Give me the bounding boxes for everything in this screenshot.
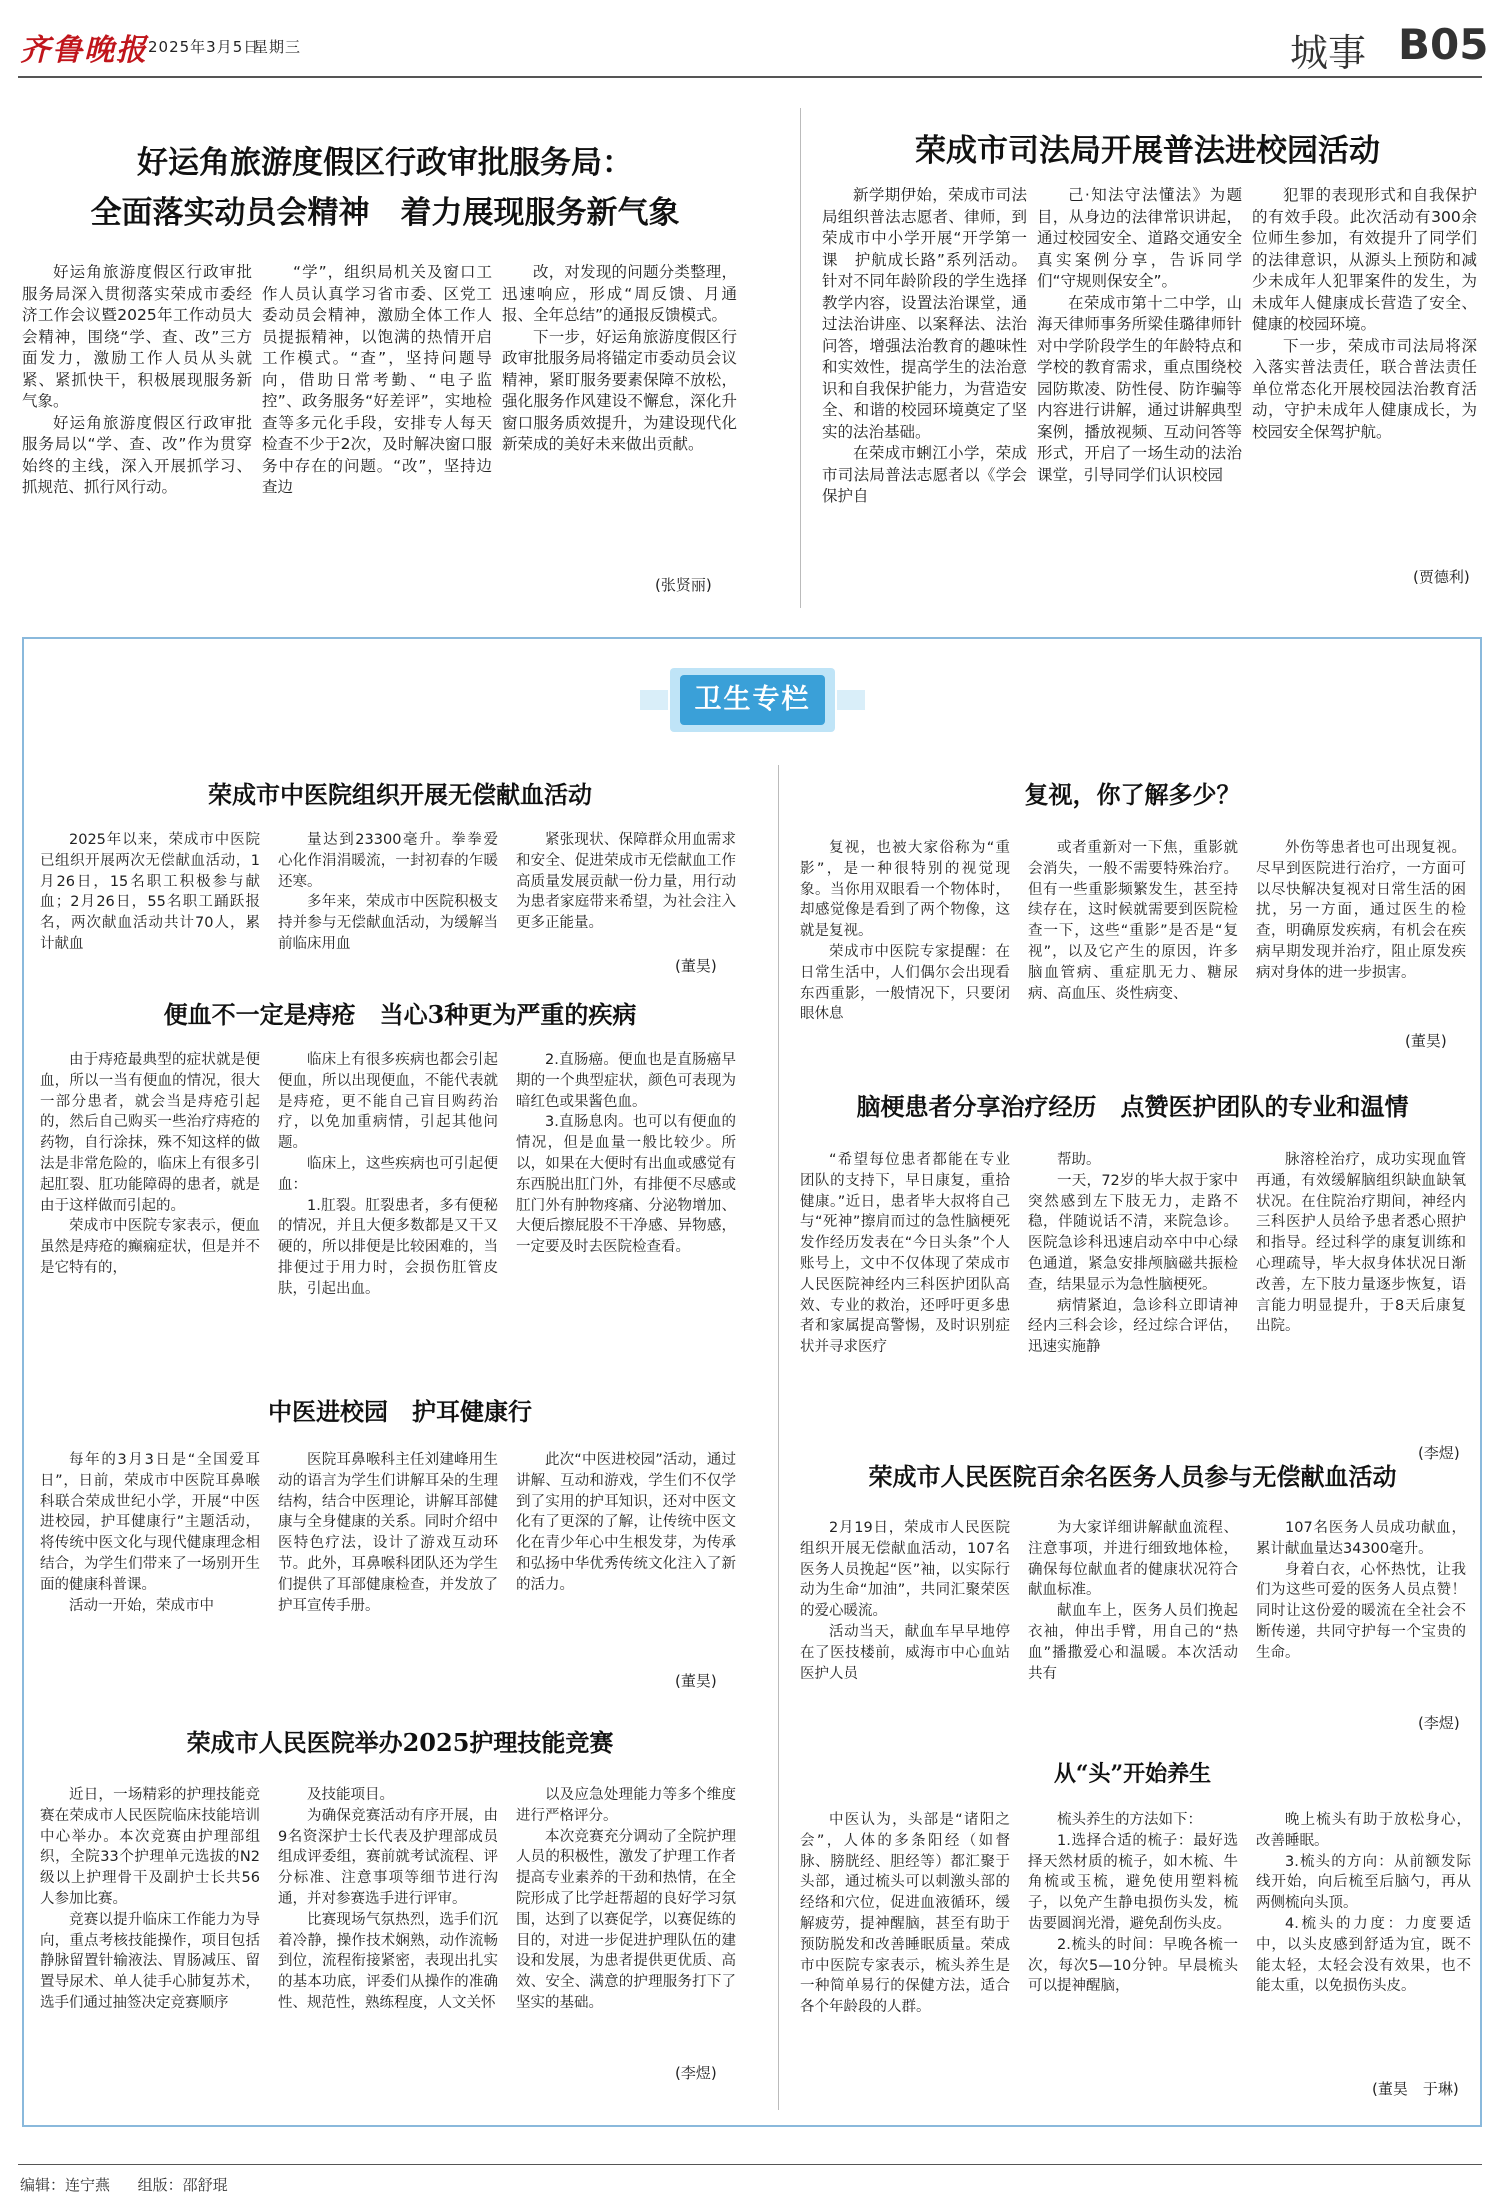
page-number: B05	[1398, 20, 1489, 69]
h1-col-3: 紧张现状、保障群众用血需求和安全、促进荣成市无偿献血工作高质量发展贡献一份力量，用行动为患者家庭带来希望，为社会注入更多正能量。	[516, 832, 736, 932]
a2-byline: (贾德利)	[1413, 568, 1470, 586]
masthead-rule	[18, 76, 1482, 78]
h3-byline: (董昊)	[675, 1672, 717, 1690]
h2-col-3: 2.直肠癌。便血也是直肠癌早期的一个典型症状，颜色可表现为暗红色或果酱色血。 3.直肠息肉。也可以有便血的情况，但是血量一般比较少。所以，如果在大便时有出血或感觉有东西脱出肛门外，有排便不尽感或肛门外有肿物疼痛、分泌物增加、大便后擦屁股不干净感、异物感，一定要及时去医院检查看。	[516, 1052, 736, 1256]
h6-col-2: 帮助。 一天，72岁的毕大叔于家中突然感到左下肢无力，走路不稳，伴随说话不清，来院急诊。医院急诊科迅速启动卒中中心绿色通道，紧急安排颅脑磁共振检查，结果显示为急性脑梗死。 病情紧迫，急诊科立即请神经内三科会诊，经过综合评估，迅速实施静	[1028, 1152, 1238, 1356]
h6-headline: 脑梗患者分享治疗经历 点赞医护团队的专业和温情	[856, 1092, 1409, 1121]
divider-a1-a2	[800, 108, 801, 608]
h4-col-3: 以及应急处理能力等多个维度进行严格评分。 本次竞赛充分调动了全院护理人员的积极性，激发了护理工作者提高专业素养的干劲和热情，在全院形成了比学赶帮超的良好学习氛围，达到了以赛促学，以赛促练的目的，对进一步促进护理队伍的建设和发展，为患者提供更优质、高效、安全、满意的护理服务打下了坚实的基础。	[516, 1787, 736, 2011]
h5-col-2: 或者重新对一下焦，重影就会消失，一般不需要特殊治疗。但有一些重影频繁发生，甚至持续存在，这时候就需要到医院检查一下，这些“重影”是否是“复视”，以及它产生的原因，许多脑血管病、重症肌无力、糖尿病、高血压、炎性病变、	[1028, 840, 1238, 1002]
h6-col-3: 脉溶栓治疗，成功实现血管再通，有效缓解脑组织缺血缺氧状况。在住院治疗期间，神经内三科医护人员给予患者悉心照护和指导。经过科学的康复训练和心理疏导，毕大叔身体状况日渐改善，左下肢力量逐步恢复，语言能力明显提升，于8天后康复出院。	[1256, 1152, 1466, 1335]
a1-col-2: “学”，组织局机关及窗口工作人员认真学习省市委、区党工委动员会精神，激励全体工作人员提振精神，以饱满的热情开启工作模式。“查”，坚持问题导向，借助日常考勤、“电子监控”、政务服务“好差评”，实地检查等多元化手段，安排专人每天检查不少于2次，及时解决窗口服务中存在的问题。“改”，坚持边查边	[262, 263, 492, 496]
health-column-ribbon	[670, 668, 835, 732]
a1-headline-1: 好运角旅游度假区行政审批服务局：	[137, 145, 633, 181]
h8-col-1: 中医认为，头部是“诸阳之会”，人体的多条阳经（如督脉、膀胱经、胆经等）都汇聚于头部，通过梳头可以刺激头部的经络和穴位，促进血液循环，缓解疲劳，提神醒脑，甚至有助于预防脱发和改善睡眠质量。荣成市中医院专家表示，梳头养生是一种简单易行的保健方法，适合各个年龄段的人群。	[800, 1812, 1010, 2016]
h1-col-1: 2025年以来，荣成市中医院已组织开展两次无偿献血活动，1月26日，15名职工积极参与献血；2月26日，55名职工踊跃报名，两次献血活动共计70人，累计献血	[40, 832, 260, 952]
a1-byline: (张贤丽)	[655, 576, 712, 594]
h2-headline: 便血不一定是痔疮 当心3种更为严重的疾病	[163, 1000, 637, 1029]
h7-byline: (李煜)	[1418, 1714, 1460, 1732]
h7-col-2: 为大家详细讲解献血流程、注意事项，并进行细致地体检，确保每位献血者的健康状况符合献血标准。 献血车上，医务人员们挽起衣袖，伸出手臂，用自己的“热血”播撒爱心和温暖。本次活动共有	[1028, 1520, 1238, 1682]
a2-col-3: 犯罪的表现形式和自我保护的有效手段。此次活动有300余位师生参加，有效提升了同学们的法律意识，从源头上预防和减少未成年人犯罪案件的发生，为未成年人健康成长营造了安全、健康的校园环境。 下一步，荣成市司法局将深入落实普法责任，联合普法责任单位常态化开展校园法治教育活动，守护未成年人健康成长，为校园安全保驾护航。	[1252, 186, 1477, 441]
section-name: 城事	[1290, 31, 1367, 75]
h7-col-1: 2月19日，荣成市人民医院组织开展无偿献血活动，107名医务人员挽起“医”袖，以实际行动为生命“加油”，共同汇聚荣医的爱心暖流。 活动当天，献血车早早地停在了医技楼前，威海市中心血站医护人员	[800, 1520, 1010, 1682]
h8-col-3: 晚上梳头有助于放松身心，改善睡眠。 3.梳头的方向：从前额发际线开始，向后梳至后脑勺，再从两侧梳向头顶。 4.梳头的力度：力度要适中，以头皮感到舒适为宜，既不能太轻，太轻会没有效果，也不能太重，以免损伤头皮。	[1256, 1812, 1471, 1995]
h5-headline: 复视，你了解多少？	[1024, 780, 1241, 809]
h6-byline: (李煜)	[1418, 1444, 1460, 1462]
h8-col-2: 梳头养生的方法如下： 1.选择合适的梳子：最好选择天然材质的梳子，如木梳、牛角梳或玉梳，避免使用塑料梳子，以免产生静电损伤头发，梳齿要圆润光滑，避免刮伤头皮。 2.梳头的时间：早晚各梳一次，每次5—10分钟。早晨梳头可以提神醒脑，	[1028, 1812, 1238, 1995]
h1-byline: (董昊)	[675, 957, 717, 975]
h8-headline: 从“头”开始养生	[1053, 1761, 1212, 1787]
h6-col-1: “希望每位患者都能在专业团队的支持下，早日康复，重拾健康。”近日，患者毕大叔将自己与“死神”擦肩而过的急性脑梗死发作经历发表在“今日头条”个人账号上，文中不仅体现了荣成市人民医院神经内三科医护团队高效、专业的救治，还呼吁更多患者和家属提高警惕，及时识别症状并寻求医疗	[800, 1152, 1010, 1356]
h3-headline: 中医进校园 护耳健康行	[268, 1397, 532, 1426]
h5-col-1: 复视，也被大家俗称为“重影”，是一种很特别的视觉现象。当你用双眼看一个物体时，却感觉像是看到了两个物像，这就是复视。 荣成市中医院专家提醒：在日常生活中，人们偶尔会出现看东西重影，一般情况下，只要闭眼休息	[800, 840, 1010, 1023]
issue-date: 2025年3月5日	[148, 38, 260, 56]
h4-byline: (李煜)	[675, 2064, 717, 2082]
h3-col-1: 每年的3月3日是“全国爱耳日”，日前，荣成市中医院耳鼻喉科联合荣成世纪小学，开展“中医进校园，护耳健康行”主题活动，将传统中医文化与现代健康理念相结合，为学生们带来了一场别开生面的健康科普课。 活动一开始，荣成市中	[40, 1452, 260, 1614]
h2-col-2: 临床上有很多疾病也都会引起便血，所以出现便血，不能代表就是痔疮，更不能自己盲目购药治疗，以免加重病情，引起其他问题。 临床上，这些疾病也可引起便血： 1.肛裂。肛裂患者，多有便秘的情况，并且大便多数都是又干又硬的，所以排便是比较困难的，当排便过于用力时，会损伤肛管皮肤，引起出血。	[278, 1052, 498, 1297]
h4-col-1: 近日，一场精彩的护理技能竞赛在荣成市人民医院临床技能培训中心举办。本次竞赛由护理部组织，全院33个护理单元选拔的N2级以上护理骨干及副护士长共56人参加比赛。 竞赛以提升临床工作能力为导向，重点考核技能操作，项目包括静脉留置针输液法、胃肠减压、留置导尿术、单人徒手心肺复苏术，选手们通过抽签决定竞赛顺序	[40, 1787, 260, 2011]
h4-col-2: 及技能项目。 为确保竞赛活动有序开展，由9名资深护士长代表及护理部成员组成评委组，赛前就考试流程、评分标准、注意事项等细节进行沟通，并对参赛选手进行评审。 比赛现场气氛热烈，选手们沉着冷静，操作技术娴熟，动作流畅到位，流程衔接紧密，表现出扎实的基本功底，评委们从操作的准确性、规范性，熟练程度，人文关怀	[278, 1787, 498, 2011]
h8-byline: (董昊 于琳)	[1372, 2080, 1459, 2098]
h4-headline: 荣成市人民医院举办2025护理技能竞赛	[186, 1728, 614, 1757]
a1-col-3: 改，对发现的问题分类整理，迅速响应，形成“周反馈、月通报、全年总结”的通报反馈模式。 下一步，好运角旅游度假区行政审批服务局将锚定市委动员会议精神，紧盯服务要素保障不放松，强化服务作风建设不懈怠，深化升窗口服务质效提升，为建设现代化新荣成的美好未来做出贡献。	[502, 263, 737, 453]
footer-credits	[20, 2174, 228, 2195]
footer-designer: 组版：邵舒琨	[137, 2176, 228, 2194]
health-column-label: 卫生专栏	[680, 675, 825, 725]
footer-rule	[18, 2164, 1482, 2165]
health-center-divider	[778, 765, 779, 2110]
issue-weekday: 星期三	[253, 38, 302, 56]
a2-col-2: 己·知法守法懂法》为题目，从身边的法律常识讲起，通过校园安全、道路交通安全真实案例分享，告诉同学们“守规则保安全”。 在荣成市第十二中学，山海天律师事务所梁佳璐律师针对中学阶段学生的年龄特点和学校的教育需求，重点围绕校园防欺凌、防性侵、防诈骗等内容进行讲解，通过讲解典型案例，播放视频、互动问答等形式，开启了一场生动的法治课堂，引导同学们认识校园	[1037, 186, 1242, 484]
h5-byline: (董昊)	[1405, 1032, 1447, 1050]
h1-headline: 荣成市中医院组织开展无偿献血活动	[208, 780, 592, 809]
a2-headline: 荣成市司法局开展普法进校园活动	[915, 133, 1380, 169]
a2-col-1: 新学期伊始，荣成市司法局组织普法志愿者、律师，到荣成市中小学开展“开学第一课 护航成长路”系列活动。针对不同年龄阶段的学生选择教学内容，设置法治课堂，通过法治讲座、以案释法、法治问答，增强法治教育的趣味性和实效性，提高学生的法治意识和自我保护能力，为营造安全、和谐的校园环境奠定了坚实的法治基础。 在荣成市蜊江小学，荣成市司法局普法志愿者以《学会保护自	[822, 186, 1027, 505]
h3-col-3: 此次“中医进校园”活动，通过讲解、互动和游戏，学生们不仅学到了实用的护耳知识，还对中医文化有了更深的了解，让传统中医文化在青少年心中生根发芽，为传承和弘扬中华优秀传统文化注入了新的活力。	[516, 1452, 736, 1593]
a1-headline-2: 全面落实动员会精神 着力展现服务新气象	[90, 195, 680, 231]
newspaper-logo: 齐鲁晚报	[20, 33, 148, 68]
h1-col-2: 量达到23300毫升。拳拳爱心化作涓涓暖流，一封初春的乍暖还寒。 多年来，荣成市中医院积极支持并参与无偿献血活动，为缓解当前临床用血	[278, 832, 498, 952]
h5-col-3: 外伤等患者也可出现复视。尽早到医院进行治疗，一方面可以尽快解决复视对日常生活的困扰，另一方面，通过医生的检查，明确原发疾病，有机会在疾病早期发现并治疗，阻止原发疾病对身体的进一步损害。	[1256, 840, 1466, 981]
h7-col-3: 107名医务人员成功献血，累计献血量达34300毫升。 身着白衣，心怀热忱，让我们为这些可爱的医务人员点赞！同时让这份爱的暖流在全社会不断传递，共同守护每一个宝贵的生命。	[1256, 1520, 1466, 1661]
h2-col-1: 由于痔疮最典型的症状就是便血，所以一当有便血的情况，很大一部分患者，就会当是痔疮引起的，然后自己购买一些治疗痔疮的药物，自行涂抹，殊不知这样的做法是非常危险的，临床上有很多引起肛裂、肛功能障碍的患者，就是由于这样做而引起的。 荣成市中医院专家表示，便血虽然是痔疮的癫痫症状，但是并不是它特有的，	[40, 1052, 260, 1276]
h3-col-2: 医院耳鼻喉科主任刘建峰用生动的语言为学生们讲解耳朵的生理结构，结合中医理论，讲解耳部健康与全身健康的关系。同时介绍中医特色疗法，设计了游戏互动环节。此外，耳鼻喉科团队还为学生们提供了耳部健康检查，并发放了护耳宣传手册。	[278, 1452, 498, 1614]
h7-headline: 荣成市人民医院百余名医务人员参与无偿献血活动	[868, 1462, 1397, 1491]
footer-editor: 编辑：连宁燕	[20, 2176, 111, 2194]
a1-col-1: 好运角旅游度假区行政审批服务局深入贯彻落实荣成市委经济工作会议暨2025年工作动员大会精神，围绕“学、查、改”三方面发力，激励工作人员从头就紧、紧抓快干，积极展现服务新气象。 好运角旅游度假区行政审批服务局以“学、查、改”作为贯穿始终的主线，深入开展抓学习、抓规范、抓行风行动。	[22, 263, 252, 496]
